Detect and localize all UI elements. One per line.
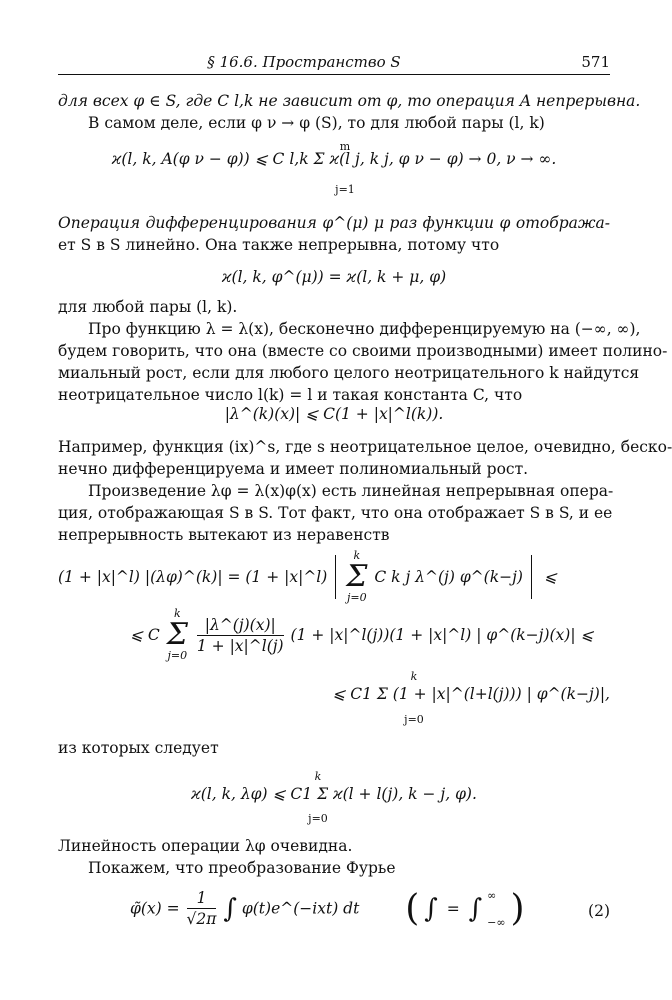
eq6-denominator: √2π bbox=[186, 910, 217, 928]
eq1-sum-lower: j=1 bbox=[335, 183, 355, 196]
text-line-9: неотрицательное число l(k) = l и такая константа C, что bbox=[58, 386, 523, 404]
eq4a-sum-lower: j=0 bbox=[346, 591, 367, 604]
eq6-left: φ̃(x) = bbox=[130, 899, 180, 918]
text-line-3: Операция дифференцирования φ^(μ) μ раз функции φ отобража- bbox=[58, 214, 610, 232]
eq4a-left: (1 + |x|^l) |(λφ)^(k)| = (1 + |x|^l) bbox=[58, 568, 328, 586]
eq4b-denominator: 1 + |x|^l(j) bbox=[196, 636, 284, 655]
equation-4b bbox=[130, 608, 610, 662]
page-number: 571 bbox=[581, 53, 610, 71]
eq1-sum-upper: m bbox=[339, 140, 351, 153]
eq5-sum-upper: k bbox=[314, 770, 322, 783]
eq5-sum-lower: j=0 bbox=[308, 812, 328, 825]
abs-bar-left bbox=[335, 555, 336, 599]
eq4b-numerator: |λ^(j)(x)| bbox=[197, 615, 284, 636]
eq4b-sum-lower: j=0 bbox=[167, 649, 188, 662]
text-line-15: из которых следует bbox=[58, 739, 219, 757]
text-line-5: для любой пары (l, k). bbox=[58, 298, 238, 316]
integral-sign: ∫ bbox=[223, 893, 237, 924]
eq4b-sum-upper: k bbox=[173, 607, 181, 620]
text-line-17: Покажем, что преобразование Фурье bbox=[88, 859, 396, 877]
text-line-13: ция, отображающая S в S. Тот факт, что она отображает S в S, и ее bbox=[58, 504, 613, 522]
eq6-integrand: φ(t)e^(−ixt) dt bbox=[241, 899, 360, 918]
eq4a-sum: k Σ j=0 bbox=[346, 549, 368, 604]
equation-3: |λ^(k)(x)| ⩽ C(1 + |x|^l(k)). bbox=[224, 405, 444, 423]
text-line-2: В самом деле, если φ ν → φ (S), то для любой пары (l, k) bbox=[88, 114, 545, 132]
left-paren: ( bbox=[405, 887, 420, 929]
equation-5: ϰ(l, k, λφ) ⩽ C1 Σ ϰ(l + l(j), k − j, φ). bbox=[191, 785, 477, 803]
text-line-6: Про функцию λ = λ(x), бесконечно дифференцируемую на (−∞, ∞), bbox=[88, 320, 641, 338]
text-line-14: непрерывность вытекают из неравенств bbox=[58, 526, 390, 544]
text-line-12: Произведение λφ = λ(x)φ(x) есть линейная непрерывная опера- bbox=[88, 482, 614, 500]
equation-2: ϰ(l, k, φ^(μ)) = ϰ(l, k + μ, φ) bbox=[221, 268, 447, 286]
running-header bbox=[58, 52, 610, 75]
eq4a-summand: C k j λ^(j) φ^(k−j) bbox=[374, 568, 523, 586]
eq4b-sum: k Σ j=0 bbox=[166, 607, 188, 662]
integral-sign-3: ∫ bbox=[468, 893, 483, 924]
right-paren: ) bbox=[510, 887, 525, 929]
equation-6 bbox=[130, 888, 610, 929]
eq4b-start: ⩽ C bbox=[130, 626, 160, 644]
text-line-8: миальный рост, если для любого целого неотрицательного k найдутся bbox=[58, 364, 640, 382]
text-line-1: для всех φ ∈ S, где C l,k не зависит от φ, то операция A непрерывна. bbox=[58, 92, 641, 110]
eq4c-sum-lower: j=0 bbox=[404, 713, 424, 726]
integral-upper-limit: ∞ bbox=[487, 888, 497, 902]
eq4c-text: ⩽ C1 Σ (1 + |x|^(l+l(j))) | φ^(k−j)|, bbox=[332, 685, 610, 703]
eq4b-fraction bbox=[197, 615, 284, 656]
eq6-paren-equals: = bbox=[446, 899, 460, 918]
equation-4a bbox=[58, 550, 610, 604]
equation-1-text: ϰ(l, k, A(φ ν − φ)) ⩽ C l,k Σ ϰ(l j, k j, φ ν − φ) → 0, ν → ∞. bbox=[111, 150, 557, 168]
equation-number: (2) bbox=[588, 902, 610, 920]
text-line-7: будем говорить, что она (вместе со своими производными) имеет полино- bbox=[58, 342, 668, 360]
abs-bar-right bbox=[531, 555, 532, 599]
integral-lower-limit: −∞ bbox=[487, 915, 506, 929]
text-line-10: Например, функция (ix)^s, где s неотрицательное целое, очевидно, беско- bbox=[58, 438, 672, 456]
eq4a-sum-upper: k bbox=[353, 549, 361, 562]
integral-sign-2: ∫ bbox=[424, 893, 438, 924]
section-title: § 16.6. Пространство S bbox=[207, 53, 401, 71]
equation-4c bbox=[58, 685, 610, 703]
text-line-16: Линейность операции λφ очевидна. bbox=[58, 837, 353, 855]
eq4a-end: ⩽ bbox=[543, 568, 557, 586]
text-line-4: ет S в S линейно. Она также непрерывна, потому что bbox=[58, 236, 500, 254]
eq6-numerator: 1 bbox=[187, 888, 217, 909]
integral-limits bbox=[487, 889, 505, 929]
eq4c-sum-upper: k bbox=[410, 670, 418, 683]
eq6-fraction bbox=[187, 888, 217, 929]
text-line-11: нечно дифференцируема и имеет полиномиальный рост. bbox=[58, 460, 529, 478]
eq4b-rest: (1 + |x|^l(j))(1 + |x|^l) | φ^(k−j)(x)| ⩽ bbox=[290, 626, 594, 644]
